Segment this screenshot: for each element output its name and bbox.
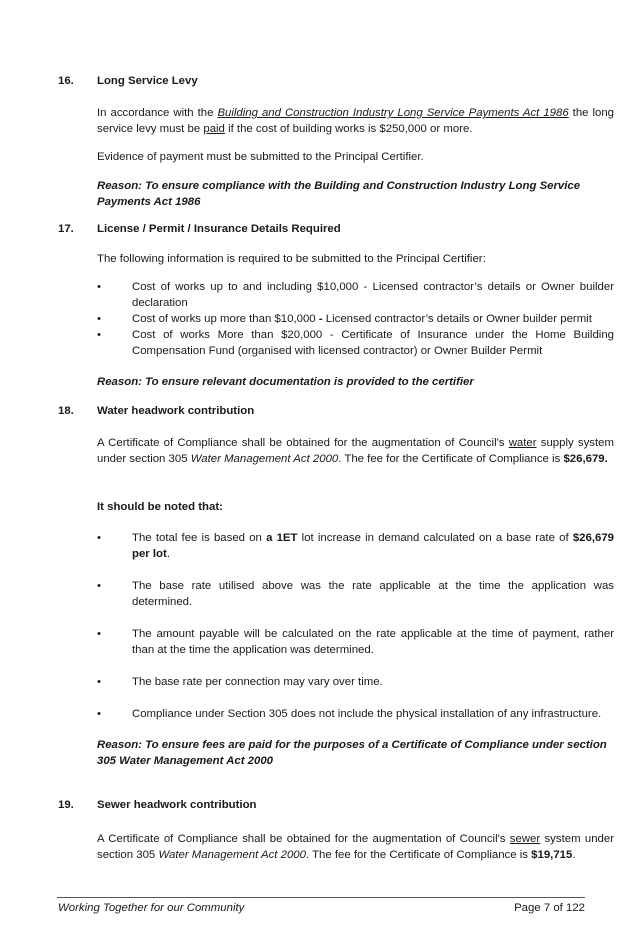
reason-text: Reason: To ensure fees are paid for the purposes of a Certificate of Compliance under section 305 Water Management Act 2000 bbox=[97, 739, 607, 767]
reason-text: Reason: To ensure compliance with the Building and Construction Industry Long Service Payments Act 1986 bbox=[97, 180, 581, 208]
footer-divider bbox=[57, 897, 585, 898]
bullet-icon: • bbox=[97, 532, 101, 544]
act-reference-link: Building and Construction Industry Long Service Payments Act 1986 bbox=[217, 107, 569, 119]
section-number: 17. bbox=[58, 223, 74, 235]
bullet-icon: • bbox=[97, 329, 101, 341]
section-title: License / Permit / Insurance Details Required bbox=[97, 223, 341, 235]
reason-text: Reason: To ensure relevant documentation is provided to the certifier bbox=[97, 376, 474, 388]
section-number: 18. bbox=[58, 405, 74, 417]
bullet-icon: • bbox=[97, 628, 101, 640]
page-number: Page 7 of 122 bbox=[514, 902, 585, 914]
paragraph: A Certificate of Compliance shall be obtained for the augmentation of Council's water supply system under section 305 Water Management Act 2000. The fee for the Certificate of Compliance is $26,679. bbox=[97, 437, 614, 465]
footer-slogan: Working Together for our Community bbox=[58, 902, 245, 914]
section-title: Sewer headwork contribution bbox=[97, 799, 257, 811]
section-title: Long Service Levy bbox=[97, 75, 198, 87]
bullet-icon: • bbox=[97, 281, 101, 293]
section-number: 19. bbox=[58, 799, 74, 811]
section-title: Water headwork contribution bbox=[97, 405, 255, 417]
paragraph: A Certificate of Compliance shall be obtained for the augmentation of Council's sewer system under section 305 Water Management Act 2000. The fee for the Certificate of Compliance is $19,715. bbox=[97, 833, 614, 861]
section-number: 16. bbox=[58, 75, 74, 87]
bullet-icon: • bbox=[97, 580, 101, 592]
paragraph: Evidence of payment must be submitted to the Principal Certifier. bbox=[97, 151, 424, 163]
bullet-icon: • bbox=[97, 676, 101, 688]
paragraph: The following information is required to be submitted to the Principal Certifier: bbox=[97, 253, 486, 265]
subheading: It should be noted that: bbox=[97, 501, 223, 513]
bullet-icon: • bbox=[97, 313, 101, 325]
paragraph: In accordance with the Building and Construction Industry Long Service Payments Act 1986 the long service levy must be paid if the cost of building works is $250,000 or more. bbox=[97, 107, 615, 135]
bullet-icon: • bbox=[97, 708, 101, 720]
